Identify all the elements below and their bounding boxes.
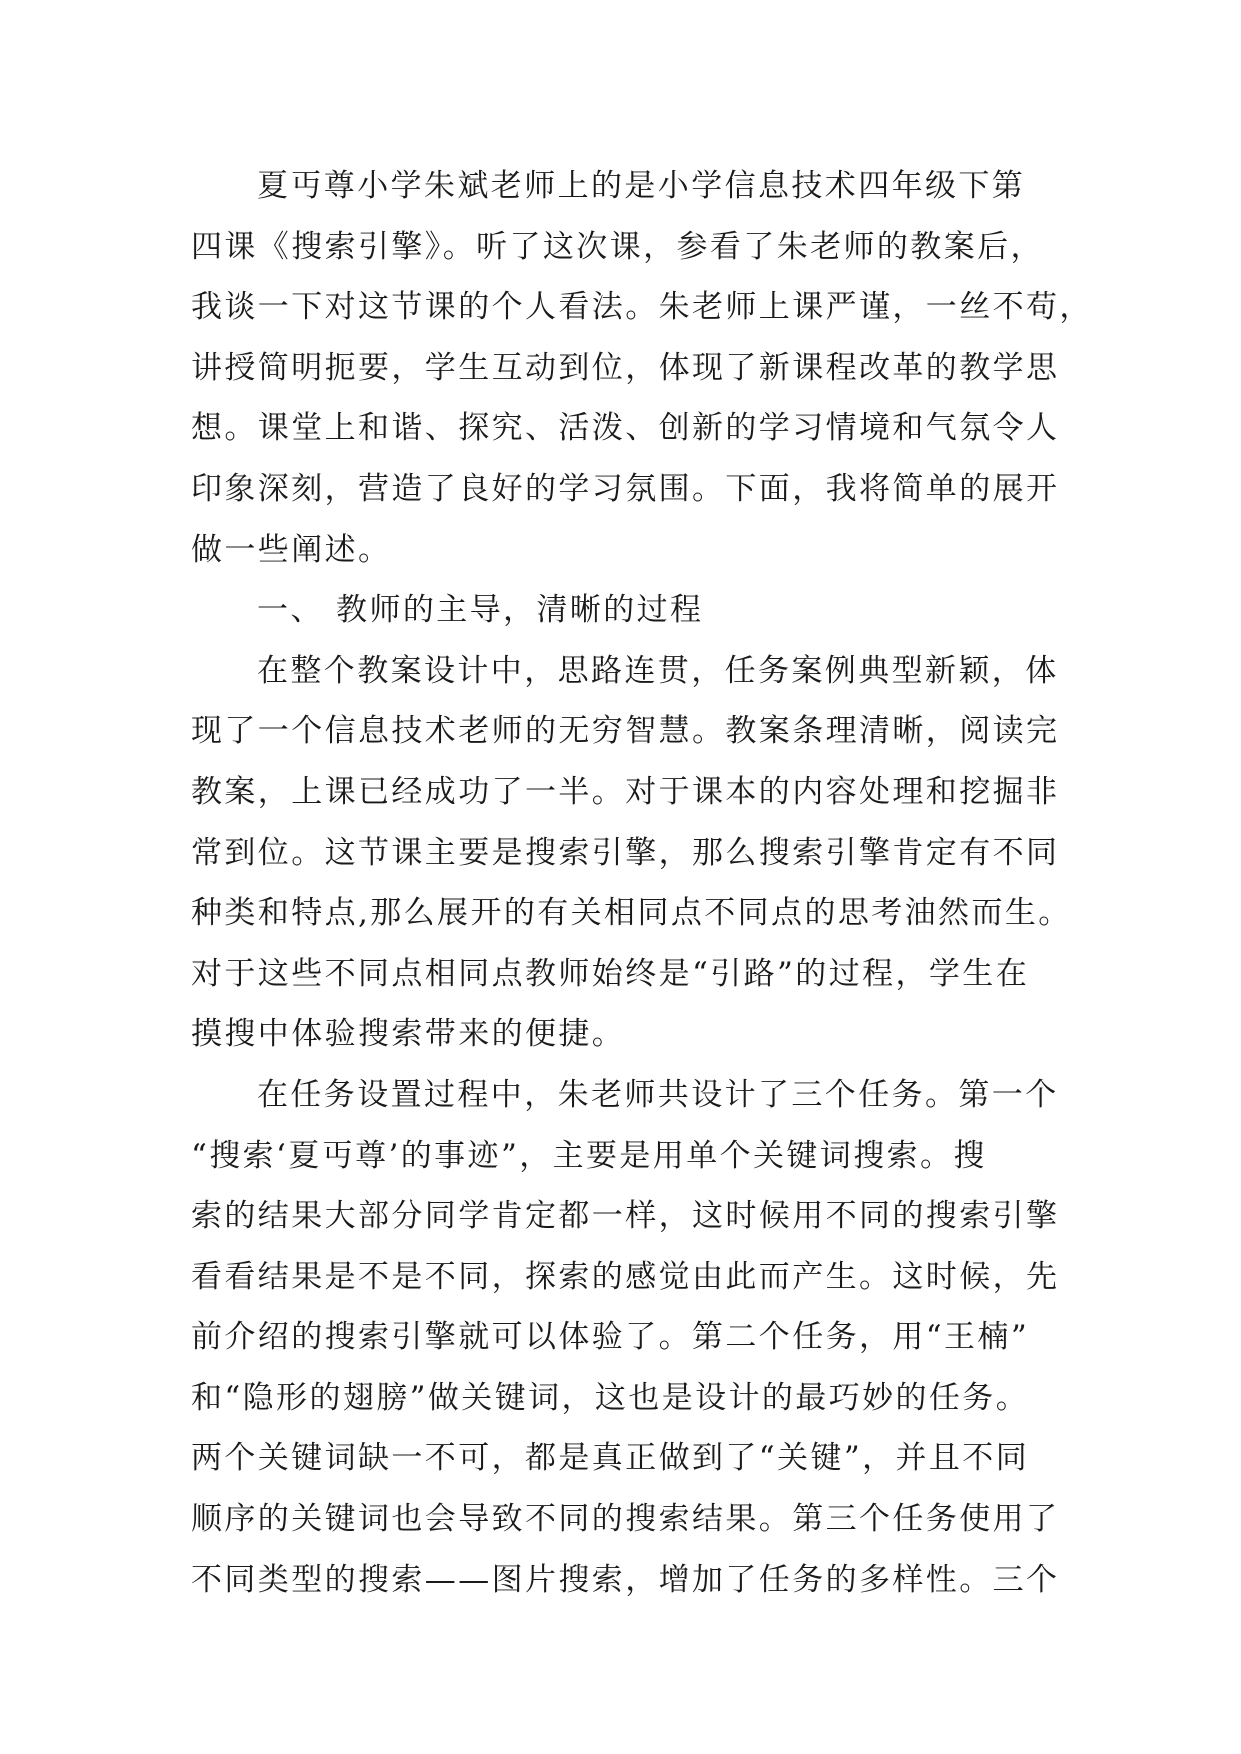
paragraph-2-line-3: 教案，上课已经成功了一半。对于课本的内容处理和挖掘非 (191, 773, 1060, 810)
paragraph-1-line-4: 讲授简明扼要，学生互动到位，体现了新课程改革的教学思 (191, 349, 1060, 386)
paragraph-1-line-2: 四课《搜索引擎》。听了这次课，参看了朱老师的教案后， (191, 228, 1044, 265)
paragraph-2-line-2: 现了一个信息技术老师的无穷智慧。教案条理清晰，阅读完 (191, 713, 1060, 750)
paragraph-2-line-7: 摸搜中体验搜索带来的便捷。 (191, 1016, 626, 1053)
paragraph-2-line-5: 种类和特点,那么展开的有关相同点不同点的思考油然而生。 (191, 895, 1072, 932)
paragraph-3-line-7: 两个关键词缺一不可，都是真正做到了“关键”，并且不同 (191, 1440, 1030, 1477)
paragraph-1-line-7: 做一些阐述。 (191, 531, 392, 568)
section-heading: 一、 教师的主导，清晰的过程 (257, 592, 704, 629)
paragraph-3-line-1: 在任务设置过程中，朱老师共设计了三个任务。第一个 (257, 1076, 1059, 1113)
paragraph-3-line-9: 不同类型的搜索——图片搜索，增加了任务的多样性。三个 (191, 1561, 1060, 1598)
paragraph-2-line-6: 对于这些不同点相同点教师始终是“引路”的过程，学生在 (191, 955, 1030, 992)
paragraph-2-line-1: 在整个教案设计中，思路连贯，任务案例典型新颖，体 (257, 652, 1059, 689)
paragraph-3-line-4: 看看结果是不是不同，探索的感觉由此而产生。这时候，先 (191, 1258, 1060, 1295)
paragraph-3-line-3: 索的结果大部分同学肯定都一样，这时候用不同的搜索引擎 (191, 1198, 1060, 1235)
paragraph-1-line-6: 印象深刻，营造了良好的学习氛围。下面，我将简单的展开 (191, 470, 1060, 507)
paragraph-2-line-4: 常到位。这节课主要是搜索引擎，那么搜索引擎肯定有不同 (191, 834, 1060, 871)
paragraph-3-line-2: “搜索‘夏丏尊’的事迹”，主要是用单个关键词搜索。搜 (191, 1137, 987, 1174)
document-body (191, 156, 1093, 1610)
paragraph-1-line-3: 我谈一下对这节课的个人看法。朱老师上课严谨，一丝不苟， (191, 289, 1093, 326)
paragraph-3-line-8: 顺序的关键词也会导致不同的搜索结果。第三个任务使用了 (191, 1501, 1060, 1538)
paragraph-1-line-1: 夏丏尊小学朱斌老师上的是小学信息技术四年级下第 (257, 168, 1026, 204)
paragraph-1-line-5: 想。课堂上和谐、探究、活泼、创新的学习情境和气氛令人 (191, 410, 1060, 447)
paragraph-3-line-5: 前介绍的搜索引擎就可以体验了。第二个任务，用“王楠” (191, 1319, 1030, 1356)
paragraph-3-line-6: 和“隐形的翅膀”做关键词，这也是设计的最巧妙的任务。 (191, 1379, 1030, 1416)
